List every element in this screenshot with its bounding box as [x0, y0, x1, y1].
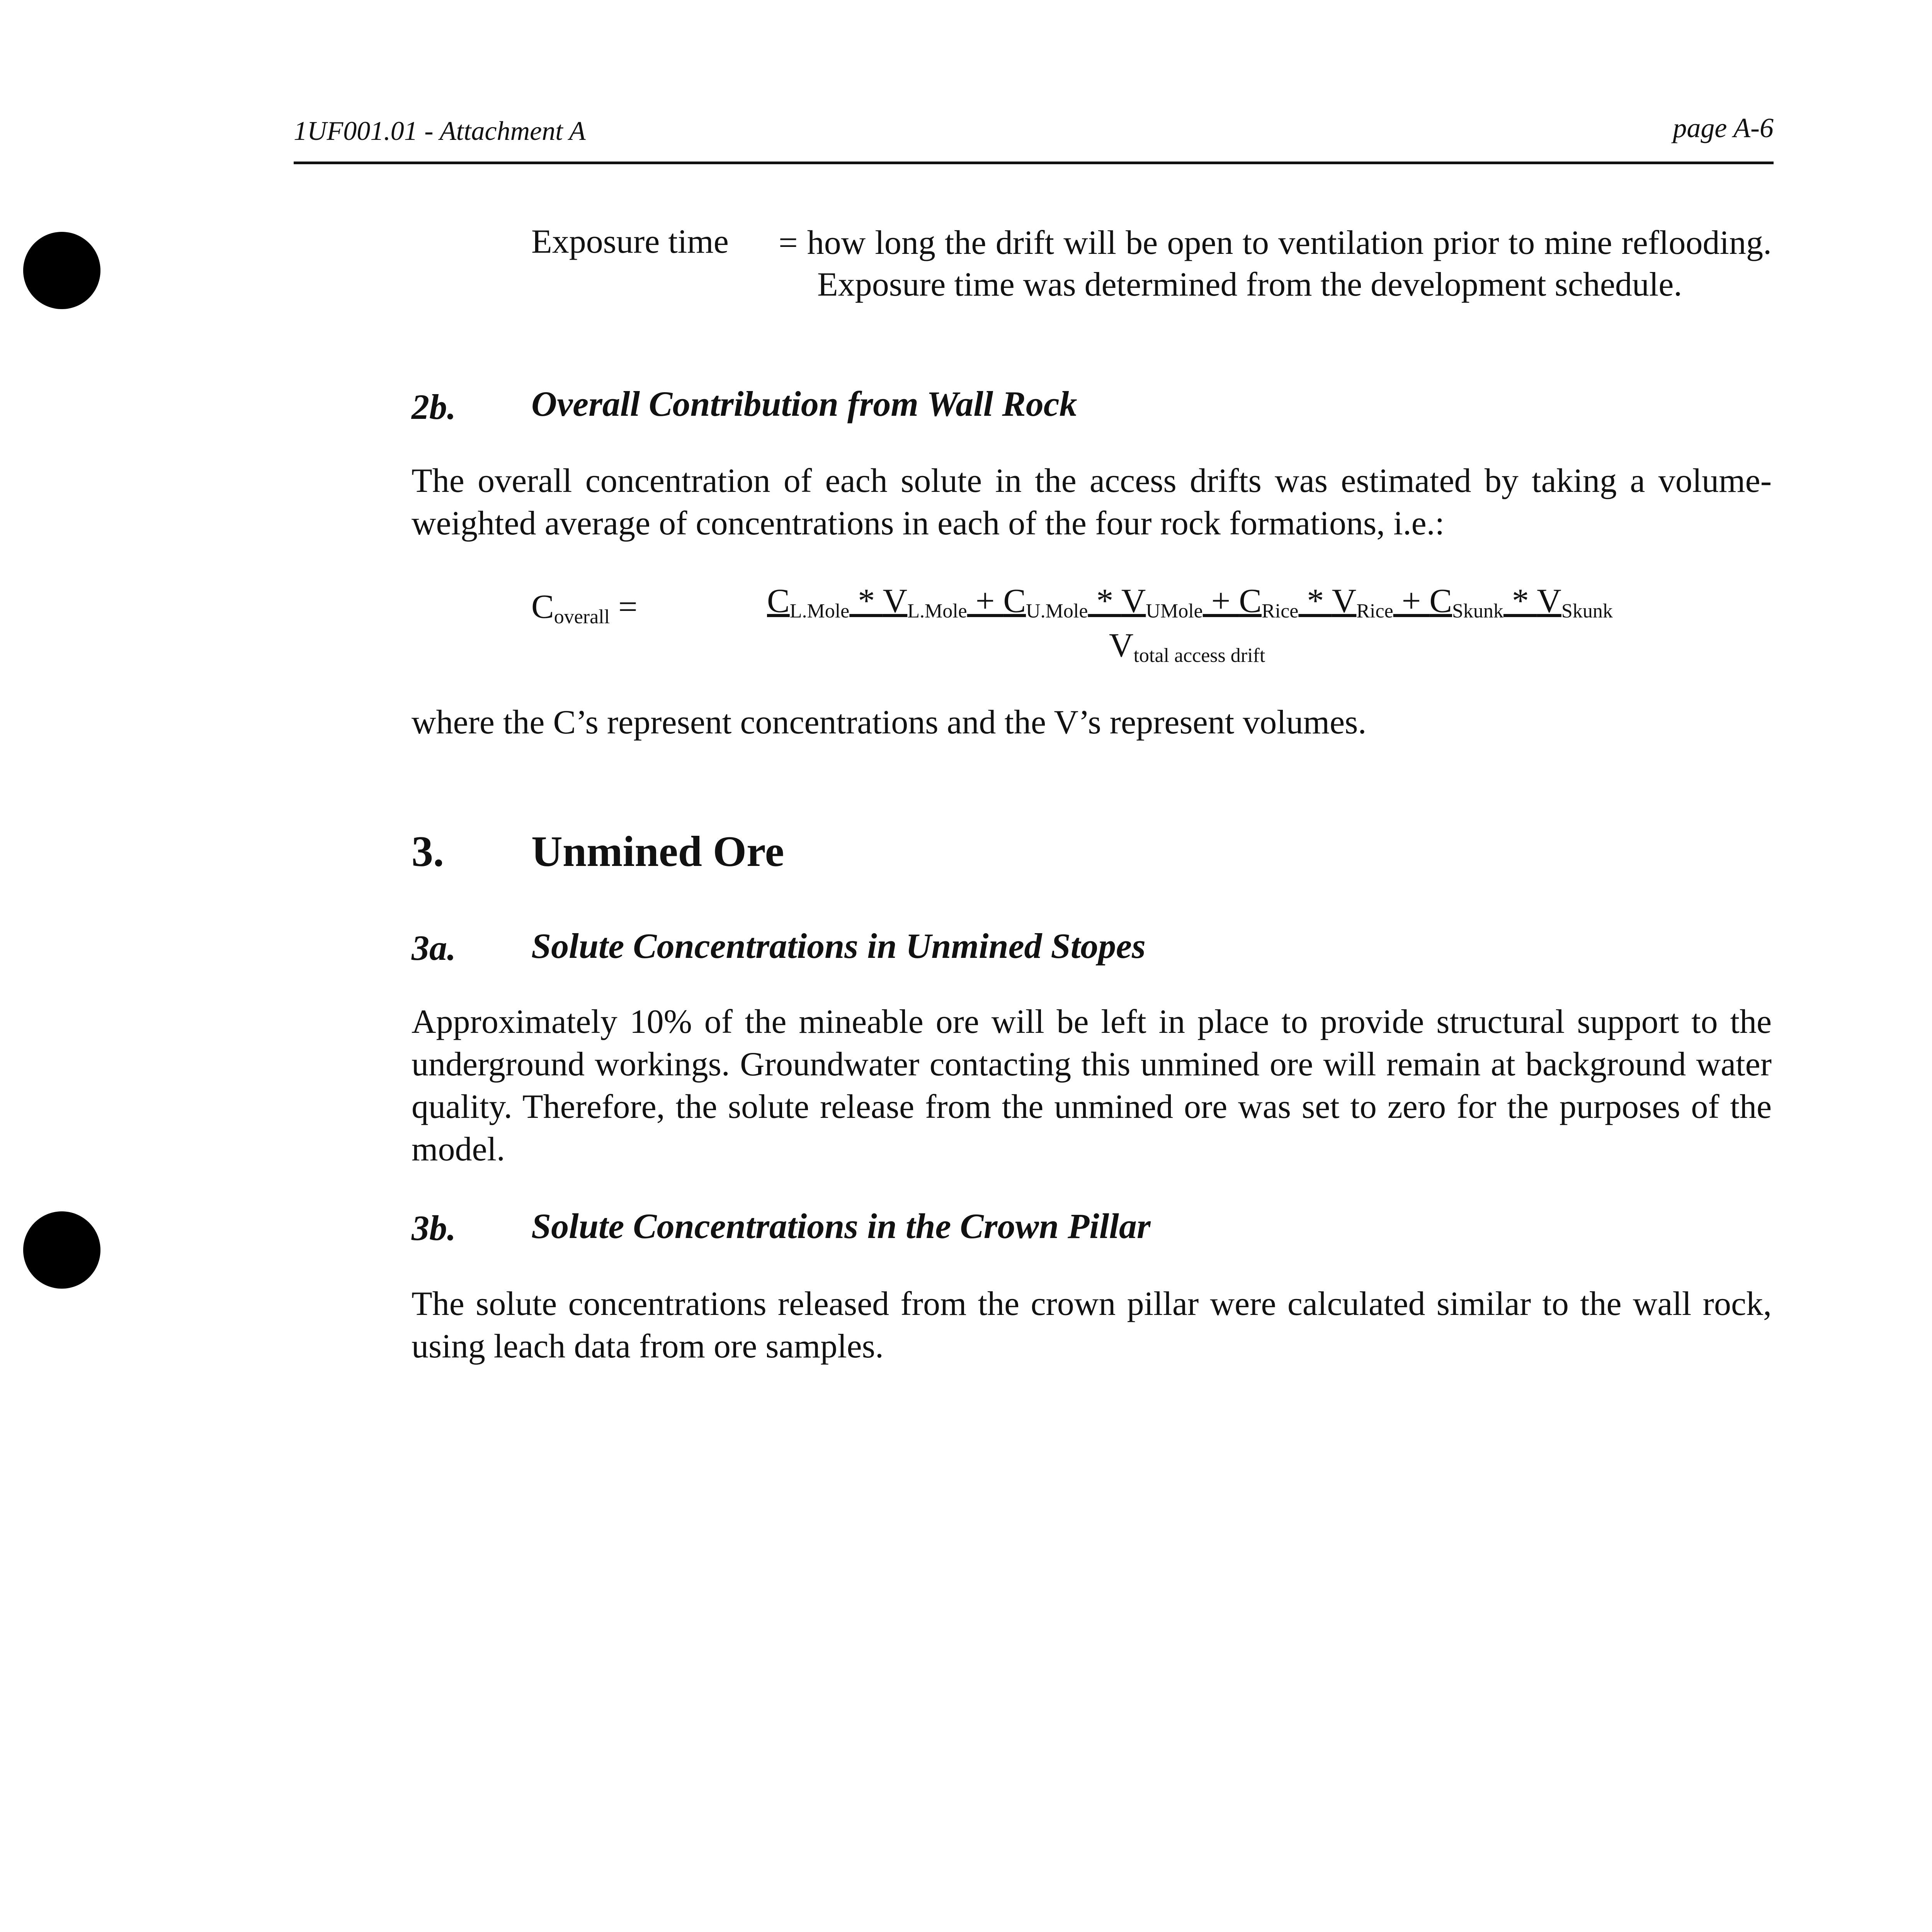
- section-2b-title: Overall Contribution from Wall Rock: [531, 384, 1077, 423]
- section-3b-number: 3b.: [412, 1208, 456, 1248]
- header-rule: [294, 162, 1774, 164]
- equation-numerator: $C_{L.Mole} * V_{L.Mole} + C_{U.Mole} * V_{UMole} + C_{Rice} * V_{Rice} + C_{Skunk} * V_{Skunk}$: [767, 582, 1613, 622]
- section-3a-title: Solute Concentrations in Unmined Stopes: [531, 926, 1146, 966]
- section-3a-number: 3a.: [412, 928, 456, 968]
- equation-lhs: $C_{overall}$ =: [531, 588, 638, 628]
- section-2b-note: where the C’s represent concentrations and the V’s represent volumes.: [412, 704, 1367, 741]
- equation-denominator: $V_{total access drift}$: [1109, 627, 1265, 667]
- header-doc-ref: 1UF001.01 - Attachment A: [294, 116, 586, 146]
- section-3a-paragraph: Approximately 10% of the mineable ore will be left in place to provide structural support to the underground workings. Groundwater contacting this unmined ore will remain at background water quality. Therefore, the solute release from the unmined ore was set to zero for the purposes of the model.: [412, 1003, 1772, 1168]
- definition-text: = how long the drift will be open to ventilation prior to mine reflooding. Exposure time was determined from the development schedule.: [779, 224, 1772, 303]
- punch-hole-middle: [23, 1211, 100, 1289]
- punch-hole-top: [23, 232, 100, 309]
- header-page-label: page A-6: [1673, 112, 1774, 143]
- section-3b-paragraph: The solute concentrations released from the crown pillar were calculated similar to the wall rock, using leach data from ore samples.: [412, 1285, 1772, 1365]
- section-3-title: Unmined Ore: [531, 828, 784, 876]
- section-3-number: 3.: [412, 828, 444, 876]
- section-3b-title: Solute Concentrations in the Crown Pillar: [531, 1206, 1151, 1246]
- definition-term: Exposure time: [531, 223, 729, 260]
- section-2b-number: 2b.: [412, 387, 456, 427]
- section-2b-paragraph: The overall concentration of each solute in the access drifts was estimated by taking a volume-weighted average of concentrations in each of the four rock formations, i.e.:: [412, 462, 1772, 542]
